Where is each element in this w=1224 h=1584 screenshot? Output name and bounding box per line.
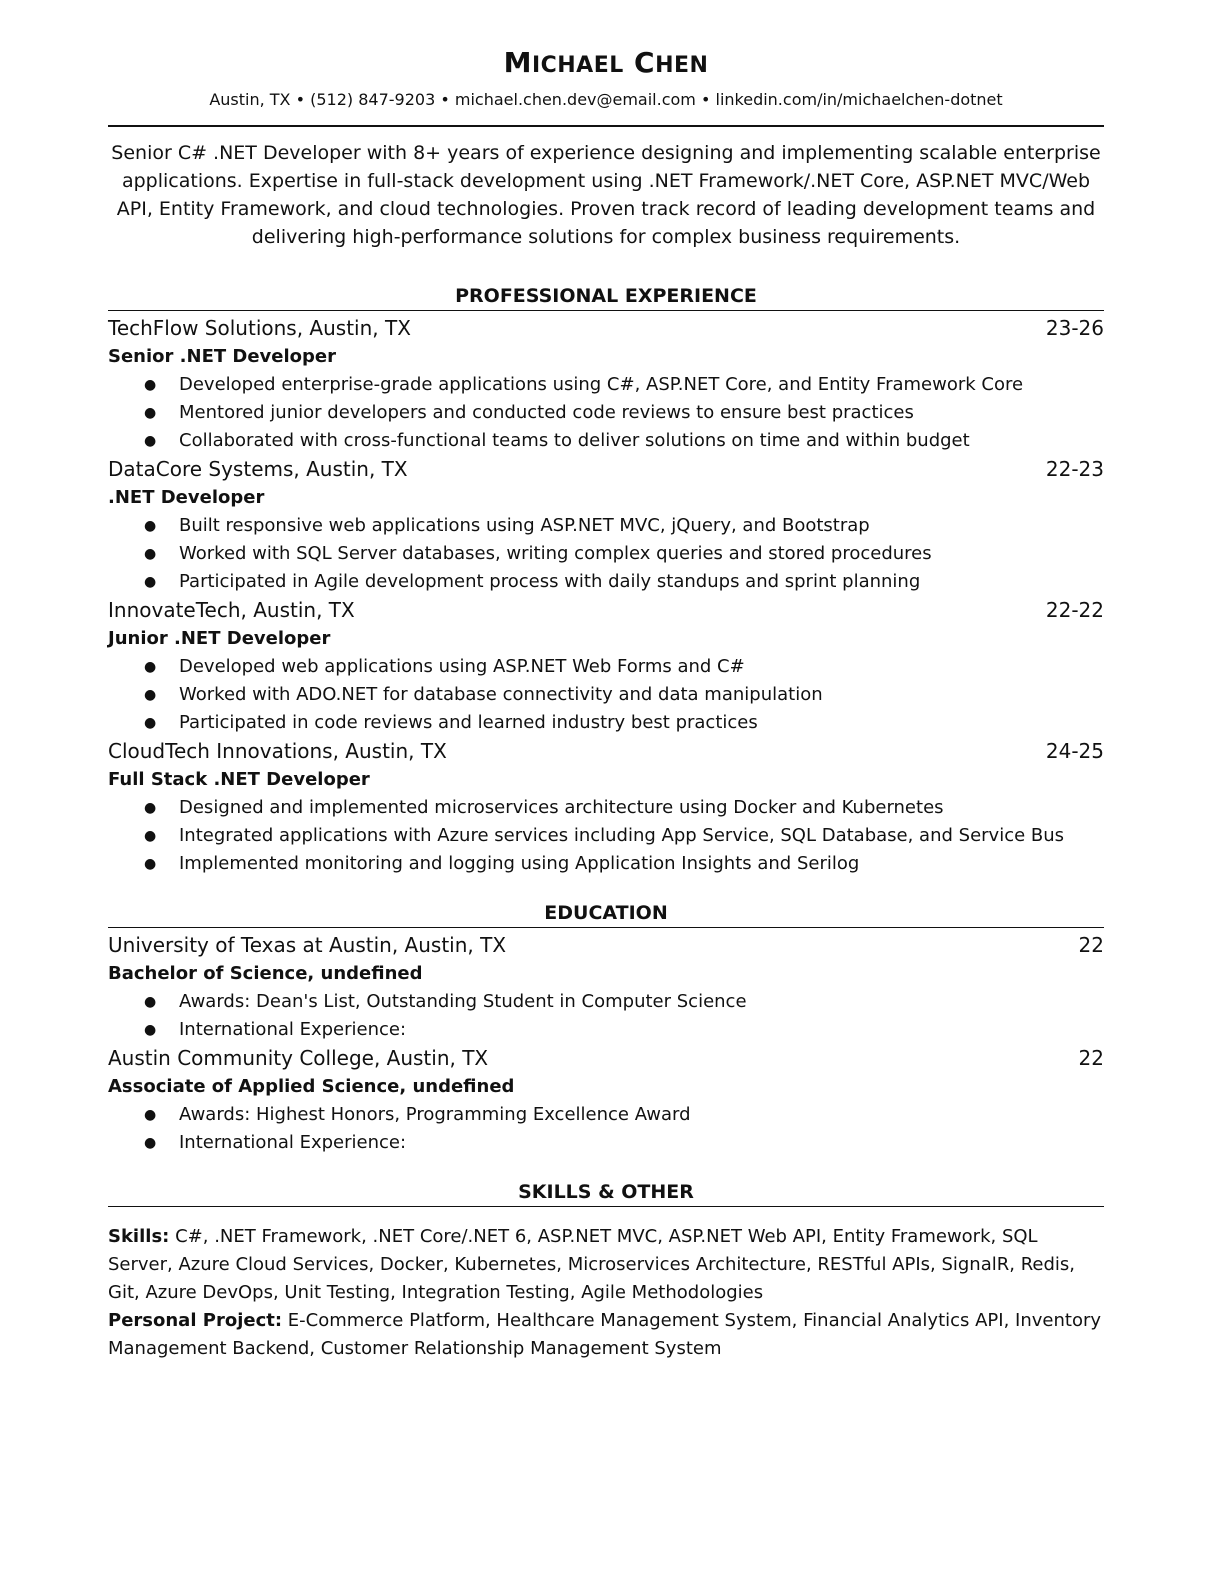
list-item: ● Worked with ADO.NET for database connectivity and data manipulation bbox=[108, 681, 1104, 709]
education-section bbox=[108, 900, 1104, 1157]
skills-line bbox=[108, 1223, 1104, 1307]
education-dates: 22 bbox=[1078, 933, 1104, 957]
job-role: Junior .NET Developer bbox=[108, 628, 331, 649]
section-title-skills: SKILLS & OTHER bbox=[108, 1179, 1104, 1207]
school-name: University of Texas at Austin, Austin, TX bbox=[108, 933, 507, 957]
education-bullets bbox=[108, 1101, 1104, 1157]
summary-paragraph: Senior C# .NET Developer with 8+ years of experience designing and implementing scalable enterprise applications. Expertise in full-stack development using .NET Framework/.NET Core, ASP.NET MVC/Web API, Entity Framework, and cloud technologies. Proven track record of leading development teams and delivering high-performance solutions for complex business requirements. bbox=[111, 142, 1101, 248]
job-dates: 23-26 bbox=[1045, 316, 1104, 340]
section-title-education: EDUCATION bbox=[108, 900, 1104, 928]
job-role: Senior .NET Developer bbox=[108, 346, 337, 367]
list-item: ● International Experience: bbox=[108, 1016, 1104, 1044]
bullet-icon: ● bbox=[144, 1107, 157, 1123]
job-role: Full Stack .NET Developer bbox=[108, 769, 370, 790]
list-item: ● Awards: Highest Honors, Programming Excellence Award bbox=[108, 1101, 1104, 1129]
list-item: ● Collaborated with cross-functional teams to deliver solutions on time and within budget bbox=[108, 427, 1104, 455]
list-item: ● Developed web applications using ASP.NET Web Forms and C# bbox=[108, 653, 1104, 681]
project-line bbox=[108, 1307, 1104, 1363]
job-entry bbox=[108, 737, 1104, 878]
list-item: ● Participated in Agile development process with daily standups and sprint planning bbox=[108, 568, 1104, 596]
bullet-icon: ● bbox=[144, 1135, 157, 1151]
experience-section bbox=[108, 283, 1104, 878]
section-title-experience: PROFESSIONAL EXPERIENCE bbox=[108, 283, 1104, 311]
list-item: ● Developed enterprise-grade applications using C#, ASP.NET Core, and Entity Framework Core bbox=[108, 371, 1104, 399]
name-first-rest: ICHAEL bbox=[531, 53, 624, 78]
project-label: Personal Project: bbox=[108, 1310, 283, 1331]
job-company: DataCore Systems, Austin, TX bbox=[108, 457, 408, 481]
bullet-icon: ● bbox=[144, 687, 157, 703]
job-bullets bbox=[108, 371, 1104, 455]
name-last-initial: C bbox=[634, 46, 656, 79]
bullet-icon: ● bbox=[144, 405, 157, 421]
school-name: Austin Community College, Austin, TX bbox=[108, 1046, 489, 1070]
bullet-icon: ● bbox=[144, 433, 157, 449]
job-bullets bbox=[108, 653, 1104, 737]
bullet-icon: ● bbox=[144, 715, 157, 731]
job-dates: 24-25 bbox=[1045, 739, 1104, 763]
list-item: ● Awards: Dean's List, Outstanding Student in Computer Science bbox=[108, 988, 1104, 1016]
bullet-icon: ● bbox=[144, 574, 157, 590]
job-entry bbox=[108, 596, 1104, 737]
bullet-icon: ● bbox=[144, 377, 157, 393]
bullet-icon: ● bbox=[144, 1022, 157, 1038]
bullet-icon: ● bbox=[144, 659, 157, 675]
job-header bbox=[108, 455, 1104, 484]
name-first-initial: M bbox=[503, 46, 532, 79]
job-bullets bbox=[108, 794, 1104, 878]
bullet-icon: ● bbox=[144, 800, 157, 816]
education-entry bbox=[108, 1044, 1104, 1157]
job-company: CloudTech Innovations, Austin, TX bbox=[108, 739, 447, 763]
job-header bbox=[108, 596, 1104, 625]
education-header bbox=[108, 1044, 1104, 1073]
job-header bbox=[108, 314, 1104, 343]
list-item: ● International Experience: bbox=[108, 1129, 1104, 1157]
skills-text: C#, .NET Framework, .NET Core/.NET 6, ASP.NET MVC, ASP.NET Web API, Entity Framework, SQL Server, Azure Cloud Services, Docker, Kubernetes, Microservices Architecture, RESTful APIs, SignalR, Redis, Git, Azure DevOps, Unit Testing, Integration Testing, Agile Methodologies bbox=[108, 1226, 1075, 1303]
job-dates: 22-22 bbox=[1045, 598, 1104, 622]
job-company: TechFlow Solutions, Austin, TX bbox=[108, 316, 411, 340]
education-dates: 22 bbox=[1078, 1046, 1104, 1070]
job-entry bbox=[108, 314, 1104, 455]
education-entry bbox=[108, 931, 1104, 1044]
degree: Associate of Applied Science, undefined bbox=[108, 1076, 515, 1097]
education-header bbox=[108, 931, 1104, 960]
bullet-icon: ● bbox=[144, 828, 157, 844]
list-item: ● Mentored junior developers and conducted code reviews to ensure best practices bbox=[108, 399, 1104, 427]
skills-block bbox=[108, 1223, 1104, 1363]
education-bullets bbox=[108, 988, 1104, 1044]
bullet-icon: ● bbox=[144, 518, 157, 534]
job-dates: 22-23 bbox=[1045, 457, 1104, 481]
name-last-rest: HEN bbox=[655, 53, 709, 78]
header-divider bbox=[108, 125, 1104, 127]
skills-section bbox=[108, 1179, 1104, 1363]
skills-label: Skills: bbox=[108, 1226, 170, 1247]
degree: Bachelor of Science, undefined bbox=[108, 963, 423, 984]
job-header bbox=[108, 737, 1104, 766]
contact-line: Austin, TX • (512) 847-9203 • michael.chen.dev@email.com • linkedin.com/in/michaelchen-dotnet bbox=[209, 90, 1003, 109]
bullet-icon: ● bbox=[144, 994, 157, 1010]
job-entry bbox=[108, 455, 1104, 596]
bullet-icon: ● bbox=[144, 546, 157, 562]
project-text: E-Commerce Platform, Healthcare Management System, Financial Analytics API, Inventory Management Backend, Customer Relationship Management System bbox=[108, 1310, 1102, 1359]
list-item: ● Participated in code reviews and learned industry best practices bbox=[108, 709, 1104, 737]
bullet-icon: ● bbox=[144, 856, 157, 872]
job-company: InnovateTech, Austin, TX bbox=[108, 598, 355, 622]
list-item: ● Implemented monitoring and logging using Application Insights and Serilog bbox=[108, 850, 1104, 878]
list-item: ● Integrated applications with Azure services including App Service, SQL Database, and Service Bus bbox=[108, 822, 1104, 850]
job-bullets bbox=[108, 512, 1104, 596]
candidate-name bbox=[108, 44, 1104, 85]
job-role: .NET Developer bbox=[108, 487, 265, 508]
list-item: ● Worked with SQL Server databases, writing complex queries and stored procedures bbox=[108, 540, 1104, 568]
list-item: ● Designed and implemented microservices architecture using Docker and Kubernetes bbox=[108, 794, 1104, 822]
list-item: ● Built responsive web applications using ASP.NET MVC, jQuery, and Bootstrap bbox=[108, 512, 1104, 540]
